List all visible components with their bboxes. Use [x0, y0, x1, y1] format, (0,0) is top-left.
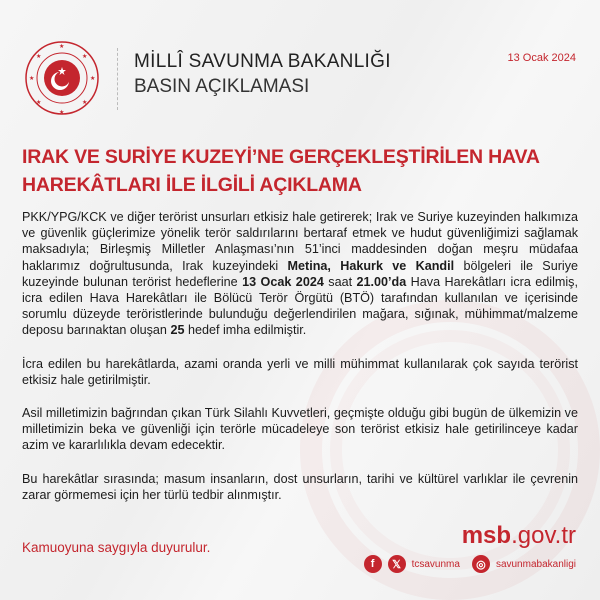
paragraph-4: Bu harekâtlar sırasında; masum insanların, dost unsurların, tarihi ve kültürel varlıklar ile çevrenin zarar görmemesi için her türlü tedbir alınmıştır. — [22, 471, 578, 502]
ministry-emblem-logo — [24, 40, 100, 116]
x-twitter-icon[interactable]: 𝕏 — [388, 555, 406, 573]
facebook-icon[interactable]: f — [364, 555, 382, 573]
bold-count: 25 — [170, 323, 185, 338]
closing-line: Kamuoyuna saygıyla duyurulur. — [22, 540, 211, 555]
svg-text:★: ★ — [90, 76, 96, 82]
text-segment: saat — [323, 274, 357, 289]
twitter-handle[interactable]: tcsavunma — [411, 558, 460, 570]
header-divider — [117, 48, 118, 110]
document-type: BASIN AÇIKLAMASI — [134, 76, 310, 97]
release-date: 13 Ocak 2024 — [507, 52, 576, 64]
bold-time: 21.00’da — [356, 274, 407, 289]
social-links — [364, 555, 576, 573]
press-release-title: IRAK VE SURİYE KUZEYİ’NE GERÇEKLEŞTİRİLEN HAVA HAREKÂTLARI İLE İLGİLİ AÇIKLAMA — [22, 146, 539, 196]
paragraph-1 — [22, 209, 578, 339]
paragraph-3: Asil milletimizin bağrından çıkan Türk Silahlı Kuvvetleri, geçmişte olduğu gibi bugün de ülkemizin ve milletimizin beka ve güvenliği için terörle mücadeleye son terörist etkisiz hale getirilinceye kadar azim ve kararlılıkla devam edecektir. — [22, 406, 578, 453]
instagram-icon[interactable]: ◎ — [472, 555, 490, 573]
bold-locations: Metina, Hakurk ve Kandil — [287, 258, 455, 273]
text-segment: bölgeleri ile Suriye kuzeyinde bulunan terörist hedeflerine — [22, 258, 579, 289]
press-release-body — [22, 209, 578, 520]
svg-text:★: ★ — [59, 44, 65, 50]
instagram-handle[interactable]: savunmabakanligi — [495, 558, 576, 570]
paragraph-2: İcra edilen bu harekâtlarda, azami oranda yerli ve milli mühimmat kullanılarak çok sayıda terörist etkisiz hale getirilmiştir. — [22, 356, 578, 387]
text-segment: hedef imha edilmiştir. — [184, 323, 307, 338]
svg-text:★: ★ — [36, 54, 42, 60]
svg-text:★: ★ — [59, 110, 65, 116]
site-bold: msb — [461, 522, 512, 549]
svg-text:★: ★ — [82, 100, 88, 106]
svg-text:★: ★ — [82, 54, 88, 60]
svg-text:★: ★ — [29, 76, 35, 82]
svg-text:★: ★ — [36, 100, 42, 106]
site-rest: .gov.tr — [511, 522, 576, 549]
ministry-name: MİLLÎ SAVUNMA BAKANLIĞI — [134, 51, 391, 72]
bold-date: 13 Ocak 2024 — [242, 274, 324, 289]
website-link[interactable] — [462, 522, 576, 550]
text-segment: PKK/YPG/KCK ve diğer terörist unsurları etkisiz hale getirerek; Irak ve Suriye kuzeyinden halkımıza ve güvenlik güçlerimize yönelik terör saldırılarını bertaraf etmek ve hudut güvenliğimizi sağlamak maksadıyla; Birleşmiş Milletler Anlaşması’nın 51’inci maddesinden doğan meşru müdafaa haklarımız doğrultusunda, Irak kuzeyindeki — [22, 210, 578, 273]
text-segment: Hava Harekâtları icra edilmiş, icra edilen Hava Harekâtları ile Bölücü Terör Örgütü (BTÖ) tarafından kullanılan ve içerisinde sorumlu düzeyde teröristlerinde bulunduğu değerlendirilen mağara, sığınak, mühimmat/malzeme deposu barınaktan oluşan — [22, 274, 578, 338]
